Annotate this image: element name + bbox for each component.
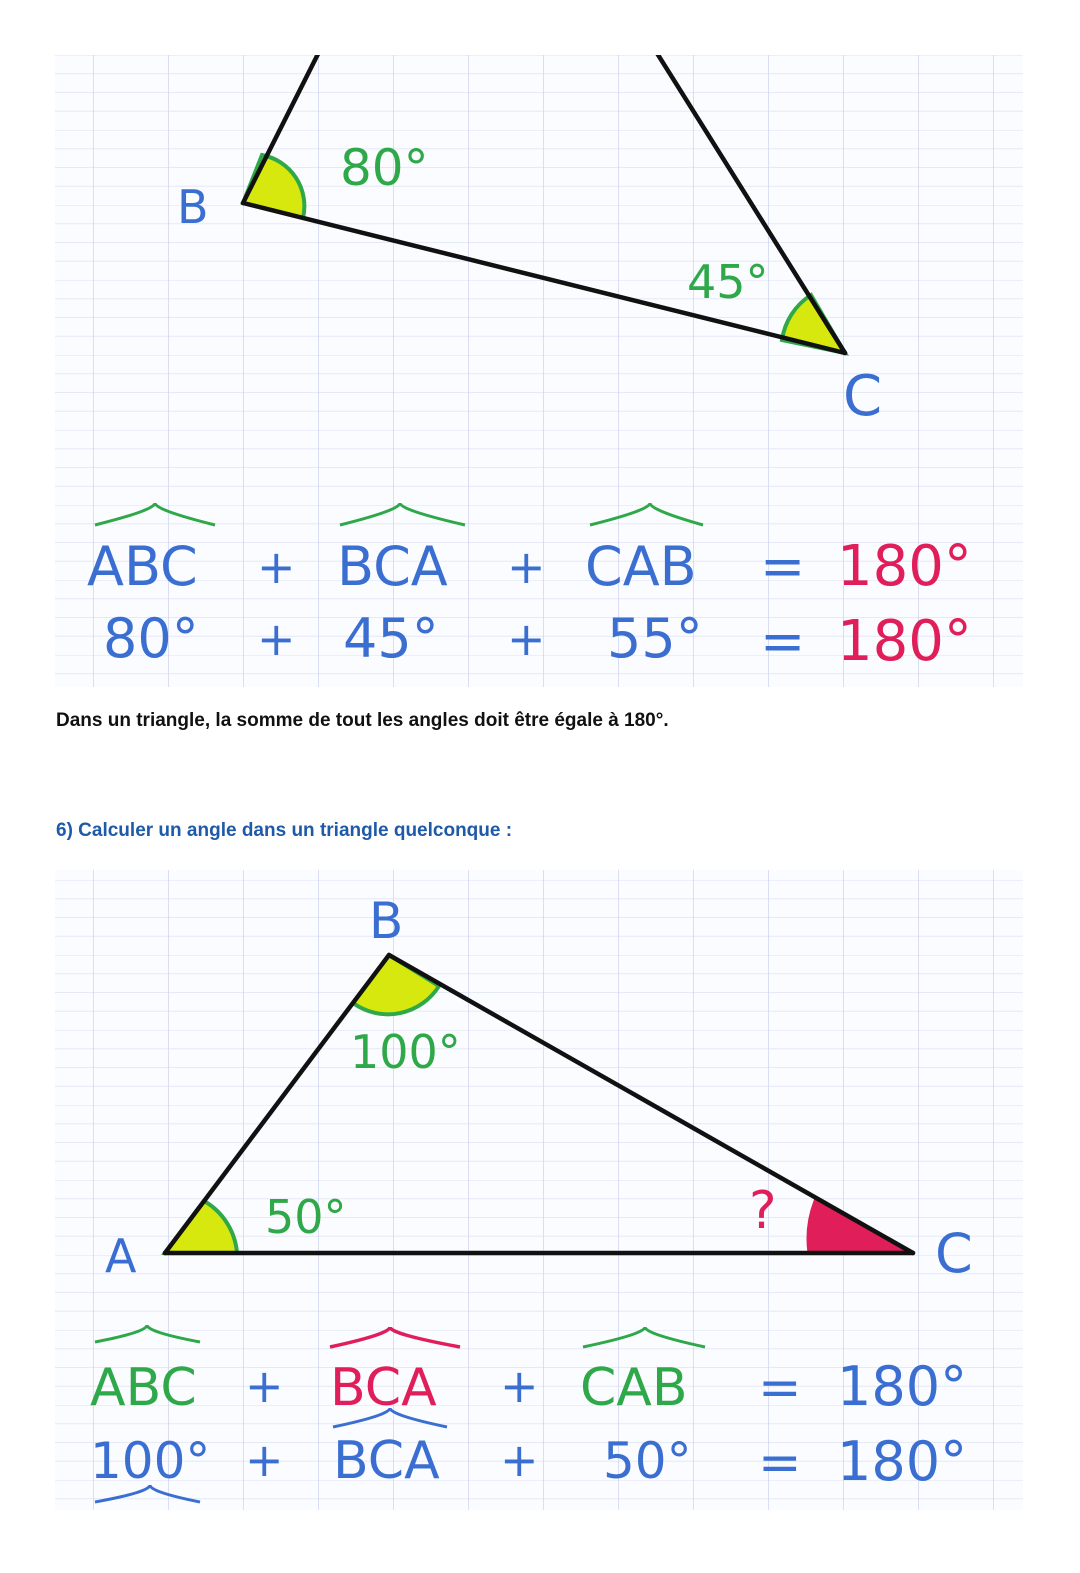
angle-label-c: ? bbox=[749, 1181, 777, 1241]
eq2-result: 180° bbox=[837, 609, 972, 674]
eq1-plus-1: + bbox=[257, 540, 296, 594]
eq2-term-45: 45° bbox=[343, 607, 439, 670]
angle-label-b: 80° bbox=[340, 139, 429, 197]
eq1-term-abc: ABC bbox=[90, 1358, 197, 1418]
eq1-term-abc: ABC bbox=[87, 535, 198, 598]
eq1-plus-2: + bbox=[500, 1359, 539, 1413]
angle-label-c: 45° bbox=[687, 255, 769, 309]
eq2-plus-1: + bbox=[257, 612, 296, 666]
figure2-svg bbox=[55, 870, 1023, 1510]
eq2-term-50: 50° bbox=[603, 1432, 692, 1490]
figure-triangle-find-angle bbox=[55, 870, 1023, 1510]
eq2-plus-1: + bbox=[245, 1433, 284, 1487]
rule-statement: Dans un triangle, la somme de tout les angles doit être égale à 180°. bbox=[56, 710, 669, 731]
figure-triangle-abc-sum bbox=[55, 55, 1023, 687]
eq1-plus-1: + bbox=[245, 1359, 284, 1413]
eq1-term-bca: BCA bbox=[337, 535, 448, 598]
eq1-result: 180° bbox=[837, 534, 972, 599]
eq1-equals: = bbox=[758, 1358, 802, 1418]
eq2-plus-2: + bbox=[500, 1433, 539, 1487]
eq2-result: 180° bbox=[837, 1430, 968, 1493]
vertex-label-c: C bbox=[843, 364, 883, 429]
eq1-result: 180° bbox=[837, 1355, 968, 1418]
eq2-equals: = bbox=[760, 610, 806, 673]
vertex-label-b: B bbox=[369, 892, 404, 950]
eq2-term-100: 100° bbox=[90, 1432, 211, 1490]
eq2-term-bca: BCA bbox=[333, 1431, 440, 1491]
vertex-label-c: C bbox=[935, 1222, 973, 1285]
angle-label-a: 50° bbox=[265, 1190, 347, 1244]
eq1-plus-2: + bbox=[507, 540, 546, 594]
vertex-label-b: B bbox=[177, 180, 209, 234]
eq1-term-cab: CAB bbox=[585, 535, 697, 598]
eq1-term-cab: CAB bbox=[580, 1358, 688, 1418]
eq2-equals: = bbox=[758, 1433, 802, 1493]
section-heading: 6) Calculer un angle dans un triangle quelconque : bbox=[56, 820, 513, 841]
eq2-plus-2: + bbox=[507, 612, 546, 666]
eq1-equals: = bbox=[760, 535, 806, 598]
figure1-svg bbox=[55, 55, 1023, 687]
vertex-label-a: A bbox=[105, 1229, 137, 1283]
eq1-term-bca: BCA bbox=[330, 1358, 437, 1418]
eq2-term-55: 55° bbox=[607, 607, 703, 670]
eq2-term-80: 80° bbox=[103, 607, 199, 670]
angle-label-b: 100° bbox=[350, 1025, 461, 1079]
